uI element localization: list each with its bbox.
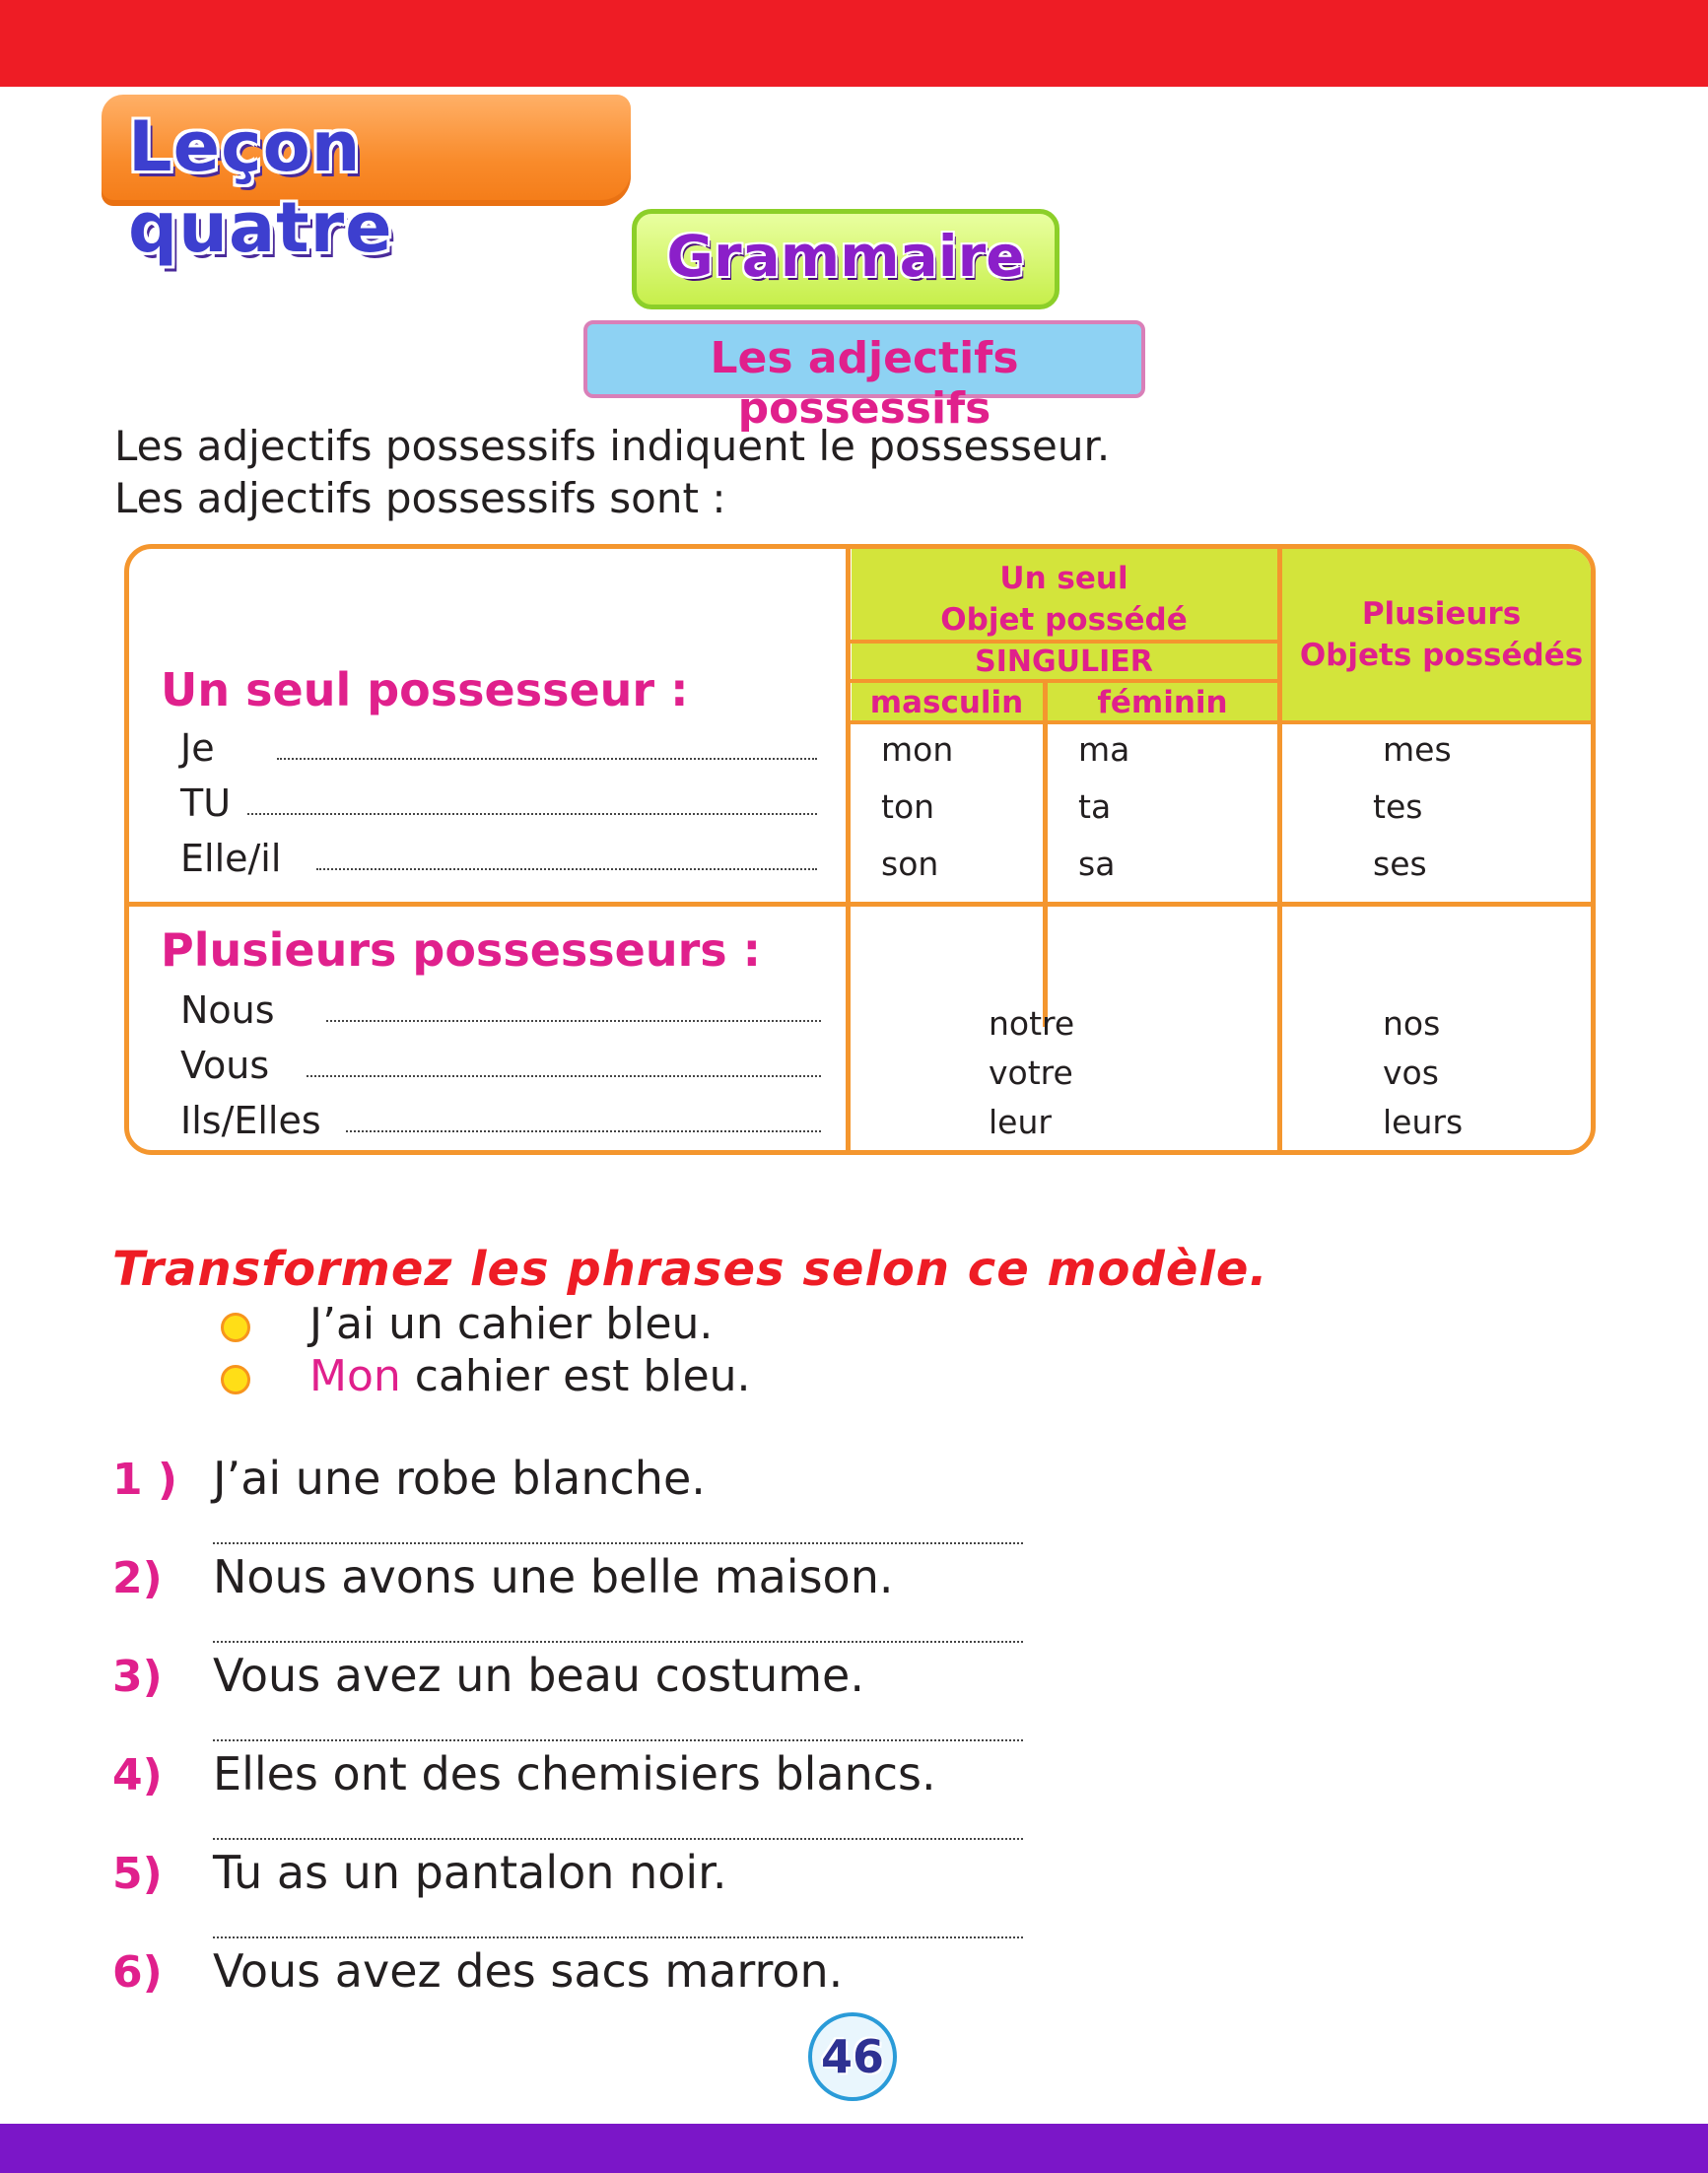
- cell-notre: notre: [989, 1004, 1075, 1043]
- header-plural-2: Objets possédés: [1299, 638, 1584, 673]
- topic-title: Les adjectifs possessifs: [710, 333, 1019, 434]
- cell-leurs: leurs: [1383, 1103, 1464, 1141]
- intro-line-2: Les adjectifs possessifs sont :: [114, 474, 726, 522]
- header-masculin: masculin: [869, 685, 1024, 720]
- header-single-object-2: Objet possédé: [940, 602, 1188, 638]
- cell-ses: ses: [1373, 845, 1427, 883]
- pronoun-elle-il: Elle/il: [180, 837, 282, 880]
- header-singulier: SINGULIER: [975, 645, 1153, 679]
- header-plural: Plusieurs: [1361, 596, 1522, 632]
- cell-ton: ton: [881, 787, 935, 826]
- pronoun-vous: Vous: [180, 1044, 270, 1087]
- cell-sa: sa: [1078, 845, 1116, 883]
- dotted-line: [326, 1020, 821, 1022]
- exercise-sentence-5: Tu as un pantalon noir.: [213, 1846, 727, 1899]
- model-sentence-1: J’ai un cahier bleu.: [309, 1299, 714, 1349]
- bottom-purple-band: [0, 2124, 1708, 2173]
- pronoun-je: Je: [180, 726, 215, 770]
- intro-line-1: Les adjectifs possessifs indiquent le possesseur.: [114, 422, 1111, 470]
- answer-line-5[interactable]: [213, 1936, 1023, 1938]
- cell-vos: vos: [1383, 1053, 1439, 1092]
- row-divider-header-2: [851, 679, 1277, 683]
- exercise-number-1: 1 ): [112, 1455, 178, 1505]
- exercise-sentence-2: Nous avons une belle maison.: [213, 1550, 894, 1603]
- exercise-number-3: 3): [112, 1652, 163, 1702]
- pronoun-ils-elles: Ils/Elles: [180, 1099, 321, 1142]
- model-sentence-2: [309, 1351, 751, 1401]
- answer-line-1[interactable]: [213, 1542, 1023, 1544]
- bullet-icon: [221, 1365, 250, 1394]
- possessive-table: [124, 544, 1596, 1155]
- exercise-number-4: 4): [112, 1750, 163, 1800]
- header-feminin: féminin: [1097, 685, 1228, 720]
- row-divider-sections: [129, 902, 1596, 907]
- exercise-sentence-1: J’ai une robe blanche.: [213, 1452, 706, 1505]
- pronoun-nous: Nous: [180, 988, 275, 1032]
- col-divider-middle: [1043, 679, 1048, 1027]
- dotted-line: [247, 813, 817, 815]
- exercise-sentence-6: Vous avez des sacs marron.: [213, 1944, 844, 1998]
- header-single-object: Un seul: [999, 561, 1128, 596]
- page-number: 46: [820, 2030, 884, 2083]
- answer-line-4[interactable]: [213, 1838, 1023, 1840]
- answer-line-2[interactable]: [213, 1641, 1023, 1643]
- section-title: Grammaire: [666, 223, 1025, 290]
- cell-ma: ma: [1078, 730, 1130, 769]
- cell-ta: ta: [1078, 787, 1112, 826]
- row-divider-header-3: [851, 720, 1596, 724]
- dotted-line: [316, 868, 817, 870]
- answer-line-3[interactable]: [213, 1739, 1023, 1741]
- model-highlight: Mon: [309, 1351, 401, 1401]
- multi-owner-title: Plusieurs possesseurs :: [161, 923, 762, 977]
- dotted-line: [307, 1075, 821, 1077]
- exercise-sentence-3: Vous avez un beau costume.: [213, 1649, 864, 1702]
- pronoun-tu: TU: [180, 781, 232, 825]
- dotted-line: [277, 758, 817, 760]
- cell-mes: mes: [1383, 730, 1452, 769]
- cell-son: son: [881, 845, 939, 883]
- exercise-instruction: Transformez les phrases selon ce modèle.: [112, 1242, 1268, 1297]
- cell-tes: tes: [1373, 787, 1423, 826]
- bullet-icon: [221, 1313, 250, 1342]
- exercise-sentence-4: Elles ont des chemisiers blancs.: [213, 1747, 936, 1800]
- lesson-title: Leçon quatre: [128, 106, 393, 268]
- exercise-number-6: 6): [112, 1947, 163, 1998]
- row-divider-header-1: [851, 640, 1277, 644]
- cell-mon: mon: [881, 730, 954, 769]
- exercise-number-5: 5): [112, 1849, 163, 1899]
- single-owner-title: Un seul possesseur :: [161, 663, 689, 716]
- cell-votre: votre: [989, 1053, 1073, 1092]
- dotted-line: [346, 1130, 821, 1132]
- cell-leur: leur: [989, 1103, 1052, 1141]
- top-red-band: [0, 0, 1708, 87]
- exercise-number-2: 2): [112, 1553, 163, 1603]
- cell-nos: nos: [1383, 1004, 1441, 1043]
- model-rest: cahier est bleu.: [400, 1351, 751, 1401]
